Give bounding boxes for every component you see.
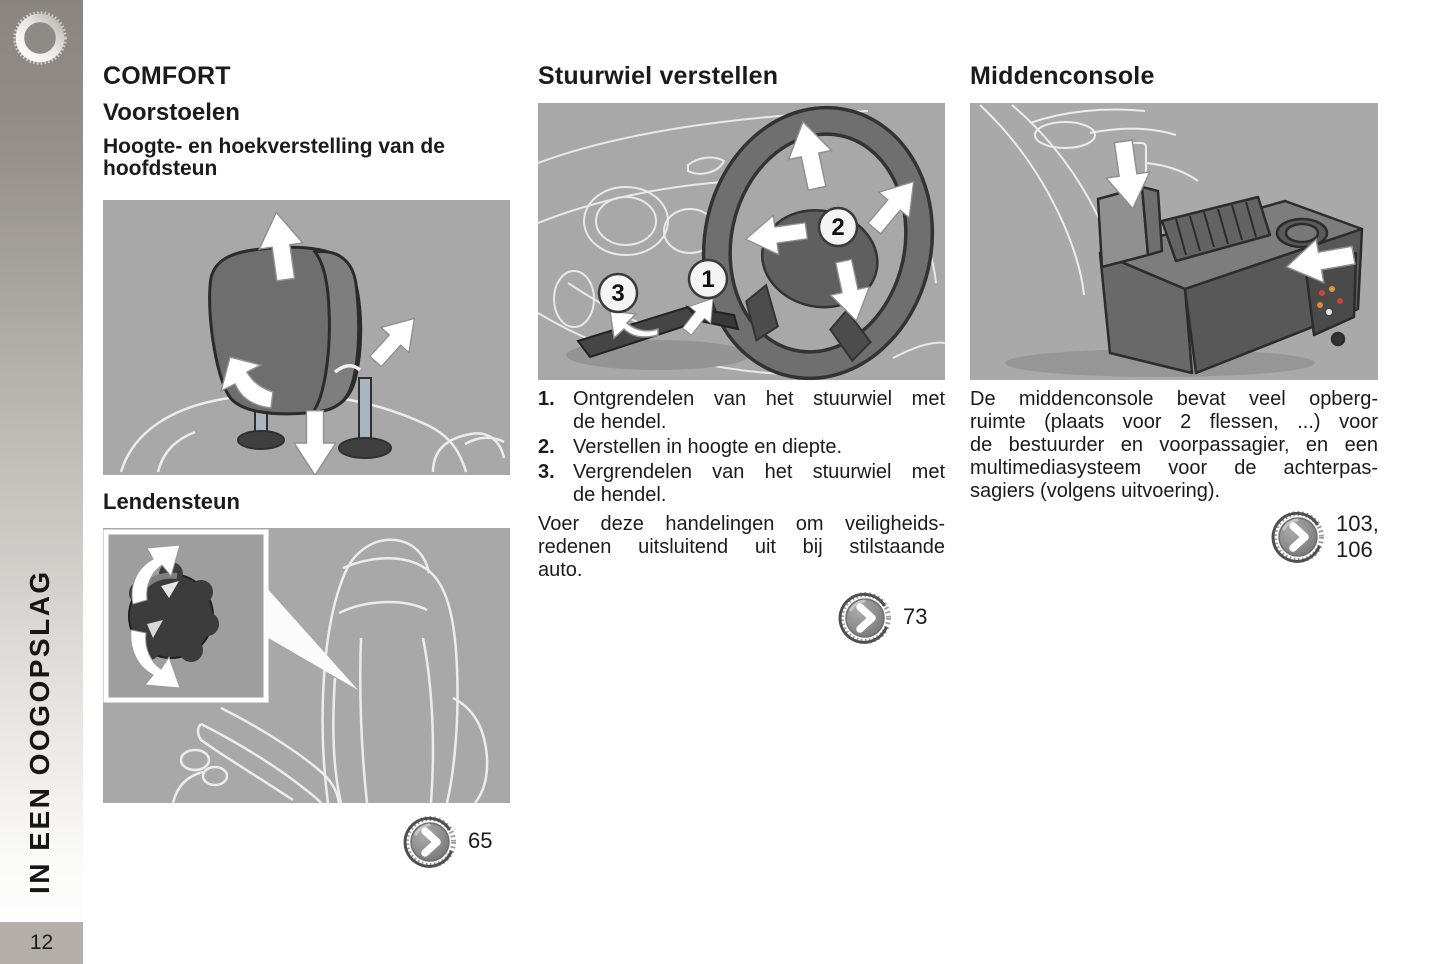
knob-chevron-right-icon [1271,510,1325,564]
page-reference-73 [838,591,927,645]
knob-chevron-right-icon [403,815,457,869]
safety-note: Voer deze handelingen om veiligheids- redenen uitsluitend uit bij stilstaande auto. [538,513,945,581]
steering-steps-list [538,388,945,509]
chapter-vertical-title: IN EEN OOGOPSLAG [24,569,55,894]
page-reference-numbers: 103, 106 [1336,511,1379,562]
heading-lumbar: Lendensteun [103,489,240,514]
section-title-comfort: COMFORT [103,62,231,90]
section-title-steering: Stuurwiel verstellen [538,62,779,90]
svg-text:3: 3 [611,280,625,307]
headrest-adjustment-figure [103,200,510,475]
steering-wheel-figure [538,103,945,380]
subsection-title-voorstoelen: Voorstoelen [103,99,240,126]
lumbar-support-figure [103,528,510,803]
page-reference-103-106 [1271,510,1379,564]
page-number-box [0,922,83,964]
section-title-console: Middenconsole [970,62,1155,90]
console-paragraph: De middenconsole bevat veel opberg- ruimte (plaats voor 2 flessen, ...) voor de bestuurder en voorpassagier, en een multimediasysteem voor de achterpas- sagiers (volgens uitvoering). [970,388,1378,502]
center-console-figure [970,103,1378,380]
page-number: 12 [29,931,54,954]
sidebar-gradient [0,0,83,964]
ring-knob-logo-icon [11,9,69,67]
list-number: 1. [538,388,555,410]
page-reference-number: 73 [903,604,928,629]
page-reference-number: 65 [468,828,493,853]
svg-text:2: 2 [831,214,845,241]
list-item: 2. Verstellen in hoogte en diepte. [538,436,843,458]
svg-text:1: 1 [701,266,715,293]
knob-chevron-right-icon [838,591,892,645]
page-reference-65 [403,815,492,869]
list-item: 1. Ontgrendelen van het stuurwiel met de hendel. [538,388,945,433]
list-number: 2. [538,436,555,458]
heading-headrest-adjustment: Hoogte- en hoekverstelling van de hoofdsteun [103,135,445,180]
list-number: 3. [538,461,555,483]
list-item: 3. Vergrendelen van het stuurwiel met de hendel. [538,461,945,506]
